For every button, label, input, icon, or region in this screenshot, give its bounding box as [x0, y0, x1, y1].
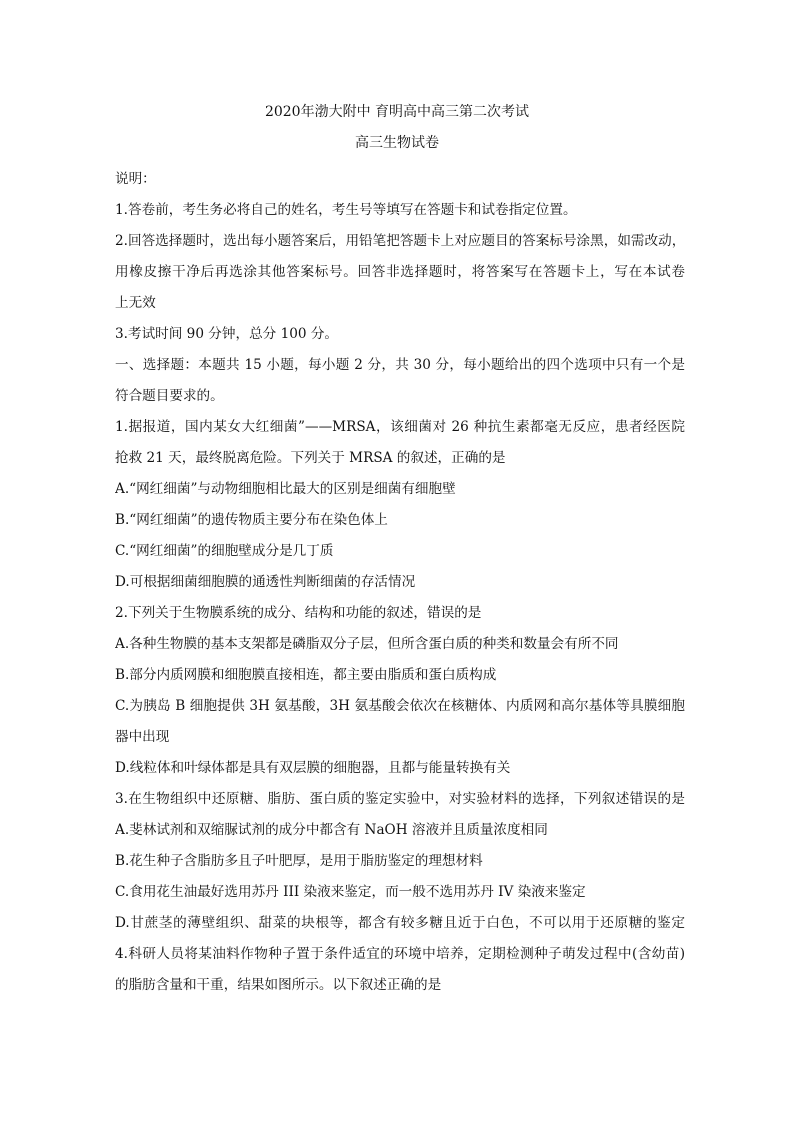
exam-title: 2020年渤大附中 育明高中高三第二次考试	[264, 104, 530, 120]
text-line: 3.考试时间 90 分钟，总分 100 分。	[115, 326, 339, 342]
text-line: 符合题目要求的。	[115, 388, 224, 404]
text-line: B.部分内质网膜和细胞膜直接相连，都主要由脂质和蛋白质构成	[115, 667, 497, 683]
text-line: 用橡皮擦干净后再选涂其他答案标号。回答非选择题时，将答案写在答题卡上，写在本试卷	[115, 264, 685, 280]
text-line: 的脂肪含量和干重，结果如图所示。以下叙述正确的是	[115, 977, 442, 993]
exam-subtitle: 高三生物试卷	[355, 135, 439, 151]
text-line: D.甘蔗茎的薄壁组织、甜菜的块根等，都含有较多糖且近于白色，不可以用于还原糖的鉴定	[115, 915, 685, 931]
text-line: 2.下列关于生物膜系统的成分、结构和功能的叙述，错误的是	[115, 605, 482, 621]
text-line: 一、选择题：本题共 15 小题，每小题 2 分，共 30 分，每小题给出的四个选项中只有一个是	[115, 357, 685, 373]
text-line: 说明：	[115, 171, 156, 187]
text-line: B.花生种子含脂肪多且子叶肥厚，是用于脂肪鉴定的理想材料	[115, 853, 483, 869]
text-line: D.线粒体和叶绿体都是具有双层膜的细胞器，且都与能量转换有关	[115, 760, 511, 776]
text-line: A.斐林试剂和双缩脲试剂的成分中都含有 NaOH 溶液并且质量浓度相同	[115, 822, 548, 838]
text-line: 3.在生物组织中还原糖、脂肪、蛋白质的鉴定实验中，对实验材料的选择，下列叙述错误的是	[115, 791, 685, 807]
text-line: B.“网红细菌”的遗传物质主要分布在染色体上	[115, 512, 388, 528]
text-line: C.“网红细菌”的细胞壁成分是几丁质	[115, 543, 334, 559]
text-line: C.为胰岛 B 细胞提供 3H 氨基酸，3H 氨基酸会依次在核糖体、内质网和高尔基体等具膜细胞	[115, 698, 685, 714]
text-line: 4.科研人员将某油料作物种子置于条件适宜的环境中培养，定期检测种子萌发过程中(含幼苗)	[115, 946, 685, 962]
text-line: 2.回答选择题时，选出每小题答案后，用铅笔把答题卡上对应题目的答案标号涂黑，如需改动，	[115, 233, 685, 249]
text-line: A.“网红细菌”与动物细胞相比最大的区别是细菌有细胞壁	[115, 481, 456, 497]
text-line: D.可根据细菌细胞膜的通透性判断细菌的存活情况	[115, 574, 416, 590]
text-line: 抢救 21 天，最终脱离危险。下列关于 MRSA 的叙述，正确的是	[115, 450, 506, 466]
text-line: 器中出现	[115, 729, 170, 745]
text-line: C.食用花生油最好选用苏丹 III 染液来鉴定，而一般不选用苏丹 IV 染液来鉴定	[115, 884, 586, 900]
text-line: 上无效	[115, 295, 156, 311]
text-line: A.各种生物膜的基本支架都是磷脂双分子层，但所含蛋白质的种类和数量会有所不同	[115, 636, 619, 652]
text-line: 1.据报道，国内某女大红细菌”——MRSA，该细菌对 26 种抗生素都毫无反应，患者经医院	[115, 419, 685, 435]
exam-body	[115, 164, 685, 1001]
text-line: 1.答卷前，考生务必将自己的姓名，考生号等填写在答题卡和试卷指定位置。	[115, 202, 577, 218]
